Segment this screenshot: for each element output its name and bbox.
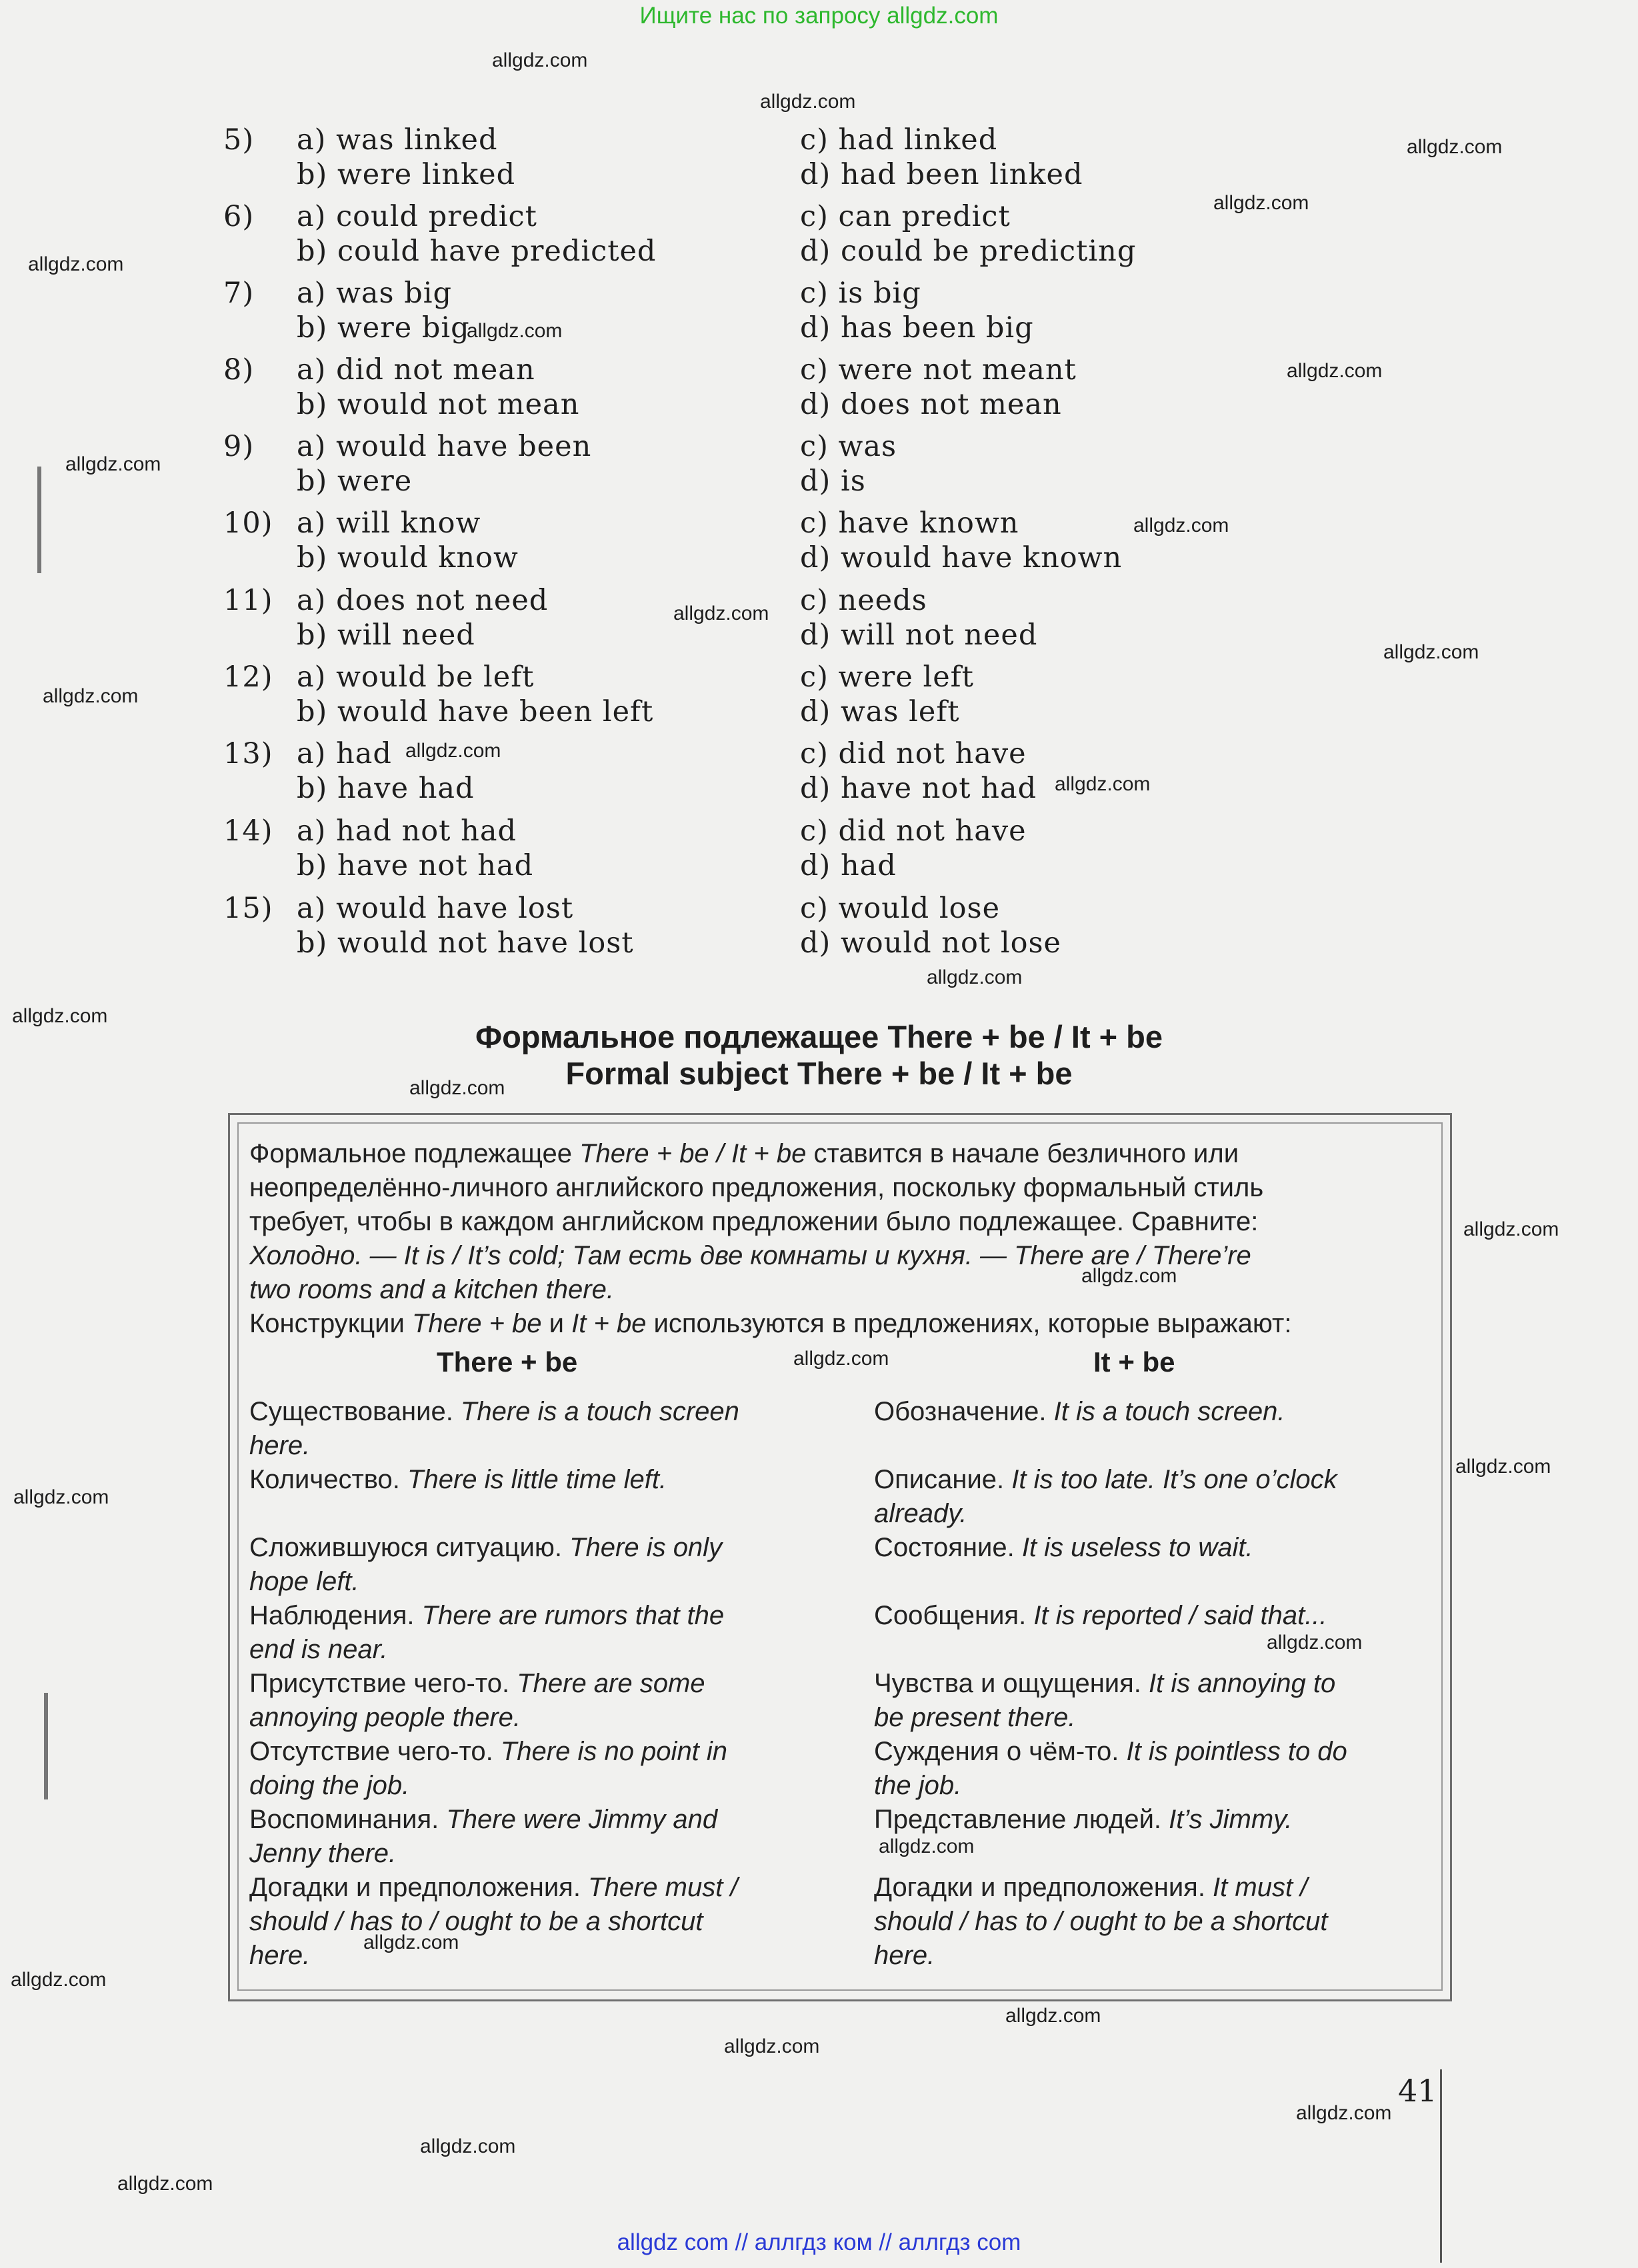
option-d: d) had been linked	[800, 158, 1083, 191]
watermark: allgdz.com	[405, 740, 501, 762]
option-b: b) were	[297, 465, 413, 498]
question-number: 10)	[223, 507, 273, 540]
there-be-item: Воспоминания. There were Jimmy and Jenny there.	[249, 1805, 718, 1868]
watermark: allgdz.com	[409, 1077, 505, 1099]
watermark: allgdz.com	[117, 2173, 213, 2195]
option-b: b) will need	[297, 618, 475, 652]
there-be-item: Количество. There is little time left.	[249, 1465, 667, 1494]
column-header-it: It + be	[1093, 1346, 1175, 1378]
it-be-column	[874, 1395, 1434, 1973]
watermark: allgdz.com	[760, 91, 856, 113]
watermark: allgdz.com	[363, 1931, 459, 1953]
option-b: b) have not had	[297, 849, 534, 882]
watermark: allgdz.com	[467, 320, 563, 342]
option-c: c) did not have	[800, 814, 1027, 848]
watermark: allgdz.com	[1287, 360, 1383, 382]
watermark: allgdz.com	[1005, 2005, 1101, 2027]
option-a: a) would have lost	[297, 892, 574, 925]
option-d: d) has been big	[800, 311, 1034, 345]
option-a: a) was big	[297, 277, 453, 310]
section-title-ru: Формальное подлежащее There + be / It + be	[475, 1019, 1163, 1054]
watermark: allgdz.com	[724, 2035, 820, 2057]
intro-line: two rooms and a kitchen there.	[249, 1275, 614, 1304]
option-a: a) will know	[297, 507, 481, 540]
option-a: a) could predict	[297, 200, 537, 233]
option-b: b) were linked	[297, 158, 516, 191]
page-number: 41	[1398, 2073, 1437, 2109]
it-be-item: Суждения о чём-то. It is pointless to do the job.	[874, 1737, 1347, 1800]
intro-line: требует, чтобы в каждом английском предложении было подлежащее. Сравните:	[249, 1207, 1259, 1236]
there-be-item: Существование. There is a touch screen here.	[249, 1397, 739, 1460]
it-be-item: Состояние. It is useless to wait.	[874, 1533, 1253, 1562]
page-edge-rule	[1440, 2069, 1442, 2263]
watermark: allgdz.com	[1055, 773, 1151, 795]
intro-line: неопределённо-личного английского предложения, поскольку формальный стиль	[249, 1173, 1264, 1202]
it-be-item: Чувства и ощущения. It is annoying to be present there.	[874, 1669, 1336, 1732]
top-banner: Ищите нас по запросу allgdz.com	[639, 3, 999, 29]
option-d: d) does not mean	[800, 388, 1062, 421]
option-b: b) would have been left	[297, 695, 654, 728]
question-number: 6)	[223, 200, 255, 233]
question-number: 5)	[223, 123, 255, 157]
it-be-item: Сообщения. It is reported / said that...	[874, 1601, 1327, 1630]
option-b: b) could have predicted	[297, 235, 657, 268]
it-be-item: Описание. It is too late. It’s one o’clock already.	[874, 1465, 1337, 1528]
watermark: allgdz.com	[13, 1486, 109, 1508]
watermark: allgdz.com	[1455, 1456, 1551, 1478]
it-be-item: Обозначение. It is a touch screen.	[874, 1397, 1285, 1426]
option-d: d) will not need	[800, 618, 1038, 652]
option-b: b) would know	[297, 541, 519, 574]
watermark: allgdz.com	[927, 966, 1023, 988]
option-d: d) is	[800, 465, 866, 498]
there-be-item: Отсутствие чего-то. There is no point in doing the job.	[249, 1737, 728, 1800]
option-a: a) had	[297, 737, 392, 770]
option-a: a) would be left	[297, 660, 535, 694]
section-title-en: Formal subject There + be / It + be	[565, 1056, 1073, 1091]
option-b: b) would not have lost	[297, 926, 634, 960]
watermark: allgdz.com	[793, 1348, 889, 1370]
option-d: d) would have known	[800, 541, 1123, 574]
staple	[37, 467, 41, 573]
there-be-column	[249, 1395, 823, 1973]
question-number: 14)	[223, 814, 273, 848]
option-a: a) was linked	[297, 123, 498, 157]
question-number: 9)	[223, 430, 255, 463]
question-number: 15)	[223, 892, 273, 925]
there-be-item: Наблюдения. There are rumors that the end is near.	[249, 1601, 725, 1664]
watermark: allgdz.com	[11, 1969, 107, 1991]
watermark: allgdz.com	[1383, 641, 1479, 663]
question-number: 8)	[223, 353, 255, 387]
watermark: allgdz.com	[12, 1005, 108, 1027]
option-a: a) would have been	[297, 430, 592, 463]
option-c: c) would lose	[800, 892, 1001, 925]
option-d: d) had	[800, 849, 897, 882]
option-b: b) would not mean	[297, 388, 580, 421]
intro-line: Холодно. — It is / It’s cold; Там есть две комнаты и кухня. — There are / There’re	[249, 1241, 1251, 1270]
option-a: a) does not need	[297, 584, 549, 617]
option-a: a) did not mean	[297, 353, 535, 387]
option-d: d) have not had	[800, 772, 1037, 805]
option-c: c) can predict	[800, 200, 1011, 233]
there-be-item: Догадки и предположения. There must / should / has to / ought to be a shortcut here.	[249, 1873, 738, 1970]
option-d: d) could be predicting	[800, 235, 1137, 268]
watermark: allgdz.com	[43, 685, 139, 707]
question-number: 11)	[223, 584, 273, 617]
watermark: allgdz.com	[1407, 136, 1503, 158]
watermark: allgdz.com	[492, 49, 588, 71]
there-be-item: Сложившуюся ситуацию. There is only hope left.	[249, 1533, 723, 1596]
watermark: allgdz.com	[65, 453, 161, 475]
intro-line: Формальное подлежащее There + be / It + be ставится в начале безличного или	[249, 1139, 1239, 1168]
staple	[44, 1693, 48, 1799]
watermark: allgdz.com	[28, 253, 124, 275]
option-d: d) was left	[800, 695, 960, 728]
question-number: 7)	[223, 277, 255, 310]
watermark: allgdz.com	[1267, 1632, 1363, 1654]
option-b: b) were big	[297, 311, 470, 345]
column-header-there: There + be	[437, 1346, 578, 1378]
option-c: c) were not meant	[800, 353, 1077, 387]
option-c: c) had linked	[800, 123, 998, 157]
there-be-item: Присутствие чего-то. There are some annoying people there.	[249, 1669, 705, 1732]
option-c: c) were left	[800, 660, 974, 694]
bottom-banner[interactable]: allgdz com // аллгдз ком // аллгдз com	[617, 2229, 1021, 2255]
option-c: c) have known	[800, 507, 1019, 540]
intro-line: Конструкции There + be и It + be используются в предложениях, которые выражают:	[249, 1309, 1292, 1338]
watermark: allgdz.com	[1133, 515, 1229, 537]
watermark: allgdz.com	[1296, 2102, 1392, 2124]
watermark: allgdz.com	[673, 602, 769, 624]
option-b: b) have had	[297, 772, 475, 805]
option-c: c) is big	[800, 277, 921, 310]
watermark: allgdz.com	[1081, 1265, 1177, 1287]
option-c: c) was	[800, 430, 897, 463]
watermark: allgdz.com	[1213, 192, 1309, 214]
question-number: 13)	[223, 737, 273, 770]
option-c: c) did not have	[800, 737, 1027, 770]
it-be-item: Представление людей. It’s Jimmy.	[874, 1805, 1293, 1834]
watermark: allgdz.com	[879, 1835, 975, 1857]
option-c: c) needs	[800, 584, 927, 617]
intro-text	[249, 1137, 1429, 1341]
watermark: allgdz.com	[1463, 1218, 1559, 1240]
watermark: allgdz.com	[420, 2135, 516, 2157]
option-d: d) would not lose	[800, 926, 1061, 960]
option-a: a) had not had	[297, 814, 517, 848]
question-number: 12)	[223, 660, 273, 694]
it-be-item: Догадки и предположения. It must / should / has to / ought to be a shortcut here.	[874, 1873, 1328, 1970]
